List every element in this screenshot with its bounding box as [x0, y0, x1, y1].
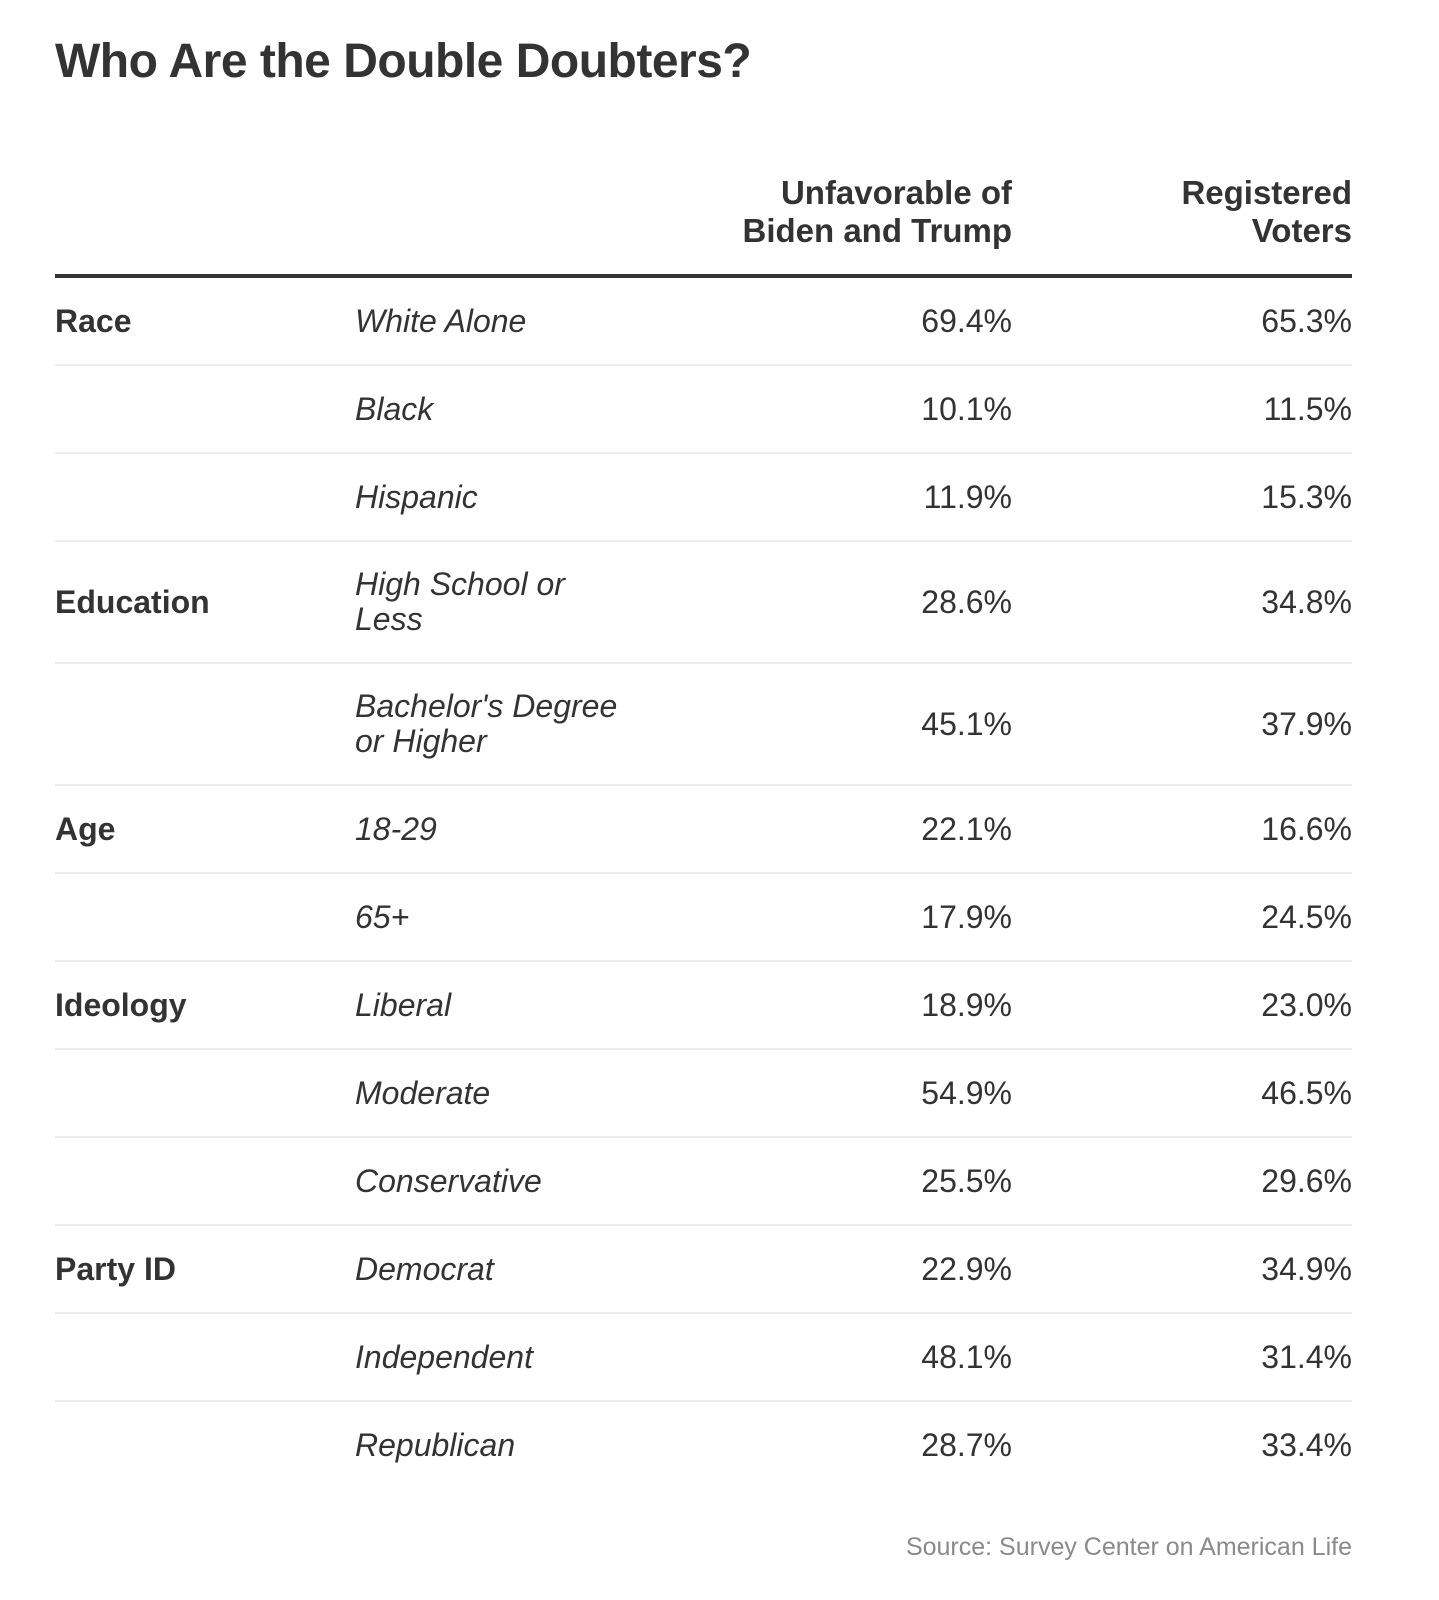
value-registered: 46.5%: [1261, 1074, 1352, 1111]
value-registered: 24.5%: [1261, 898, 1352, 935]
row-group: [355, 874, 675, 960]
value-unfavorable: 69.4%: [921, 302, 1012, 339]
row-group-text: [355, 567, 565, 637]
row-group-line: Hispanic: [355, 478, 478, 515]
row-category: [55, 1050, 335, 1136]
value-unfavorable: 54.9%: [921, 1074, 1012, 1111]
row-group-line: 65+: [355, 898, 410, 935]
column-header-line: Biden and Trump: [742, 212, 1012, 249]
data-table: [55, 172, 1352, 1488]
table-row: [55, 962, 1352, 1050]
value-unfavorable: 18.9%: [921, 986, 1012, 1023]
row-group-line: Moderate: [355, 1074, 491, 1111]
table-row: [55, 1402, 1352, 1488]
row-category: [55, 664, 335, 784]
value-unfavorable: 48.1%: [921, 1338, 1012, 1375]
column-header-line: Voters: [1251, 212, 1352, 249]
row-group: [355, 786, 675, 872]
row-group: [355, 1226, 675, 1312]
source-note: Source: Survey Center on American Life: [905, 1533, 1352, 1561]
table-row: [55, 1050, 1352, 1138]
row-category: Party ID: [55, 1250, 176, 1287]
row-group-text: [355, 1164, 542, 1199]
table-row: [55, 786, 1352, 874]
value-unfavorable: 10.1%: [921, 390, 1012, 427]
row-group: [355, 664, 675, 784]
table-row: [55, 1138, 1352, 1226]
row-category: [55, 1314, 335, 1400]
row-group-text: [355, 1076, 490, 1111]
row-group: [355, 1138, 675, 1224]
row-category: Education: [55, 583, 210, 620]
row-group-text: [355, 1340, 533, 1375]
value-unfavorable: 28.7%: [921, 1426, 1012, 1463]
table-row: [55, 874, 1352, 962]
value-registered: 34.8%: [1261, 583, 1352, 620]
row-group-line: Conservative: [355, 1162, 542, 1199]
row-group-line: Less: [355, 601, 423, 637]
table-row: [55, 278, 1352, 366]
row-group-line: Liberal: [355, 986, 452, 1023]
row-category: [55, 1402, 335, 1488]
table-row: [55, 1226, 1352, 1314]
row-group: [355, 962, 675, 1048]
row-group-text: [355, 900, 409, 935]
value-registered: 11.5%: [1263, 390, 1352, 427]
column-header-line: Registered: [1181, 174, 1352, 211]
value-registered: 31.4%: [1261, 1338, 1352, 1375]
row-category: [55, 366, 335, 452]
row-category: Age: [55, 810, 116, 847]
value-registered: 37.9%: [1261, 705, 1352, 742]
value-unfavorable: 11.9%: [923, 478, 1012, 515]
row-group-text: [355, 480, 478, 515]
value-unfavorable: 17.9%: [921, 898, 1012, 935]
value-unfavorable: 25.5%: [921, 1162, 1012, 1199]
row-group-text: [355, 1252, 494, 1287]
table-row: [55, 366, 1352, 454]
row-group-text: [355, 812, 437, 847]
row-group-text: [355, 988, 451, 1023]
row-group: [355, 1402, 675, 1488]
value-registered: 33.4%: [1261, 1426, 1352, 1463]
row-group-line: Democrat: [355, 1250, 494, 1287]
row-group-line: White Alone: [355, 302, 527, 339]
table-row: [55, 542, 1352, 664]
row-category: [55, 874, 335, 960]
row-group-line: High School or: [355, 566, 565, 602]
row-group-line: or Higher: [355, 723, 487, 759]
row-group-line: Republican: [355, 1426, 516, 1463]
value-unfavorable: 22.9%: [921, 1250, 1012, 1287]
row-category: Race: [55, 302, 132, 339]
table-row: [55, 454, 1352, 542]
row-group: [355, 454, 675, 540]
row-group-line: Black: [355, 390, 434, 427]
value-registered: 65.3%: [1261, 302, 1352, 339]
column-header-unfavorable: [592, 174, 1012, 250]
row-group: [355, 1314, 675, 1400]
table-row: [55, 664, 1352, 786]
row-group-text: [355, 1428, 515, 1463]
row-group: [355, 278, 675, 364]
column-header-registered: [1032, 174, 1352, 250]
value-registered: 15.3%: [1261, 478, 1352, 515]
row-group: [355, 542, 675, 662]
table-header: [55, 172, 1352, 278]
row-group-line: Bachelor's Degree: [355, 688, 618, 724]
row-group: [355, 366, 675, 452]
value-registered: 16.6%: [1261, 810, 1352, 847]
row-category: [55, 1138, 335, 1224]
row-group-text: [355, 304, 526, 339]
row-category: Ideology: [55, 986, 187, 1023]
table-row: [55, 1314, 1352, 1402]
column-header-line: Unfavorable of: [780, 174, 1012, 211]
row-group-text: [355, 392, 433, 427]
row-group-text: [355, 689, 617, 759]
row-group-line: 18-29: [355, 810, 437, 847]
value-registered: 34.9%: [1261, 1250, 1352, 1287]
value-unfavorable: 28.6%: [921, 583, 1012, 620]
row-category: [55, 454, 335, 540]
value-unfavorable: 22.1%: [921, 810, 1012, 847]
value-unfavorable: 45.1%: [921, 705, 1012, 742]
row-group-line: Independent: [355, 1338, 533, 1375]
page-title: Who Are the Double Doubters?: [55, 35, 752, 88]
table-body: [55, 278, 1352, 1488]
row-group: [355, 1050, 675, 1136]
value-registered: 29.6%: [1261, 1162, 1352, 1199]
value-registered: 23.0%: [1261, 986, 1352, 1023]
